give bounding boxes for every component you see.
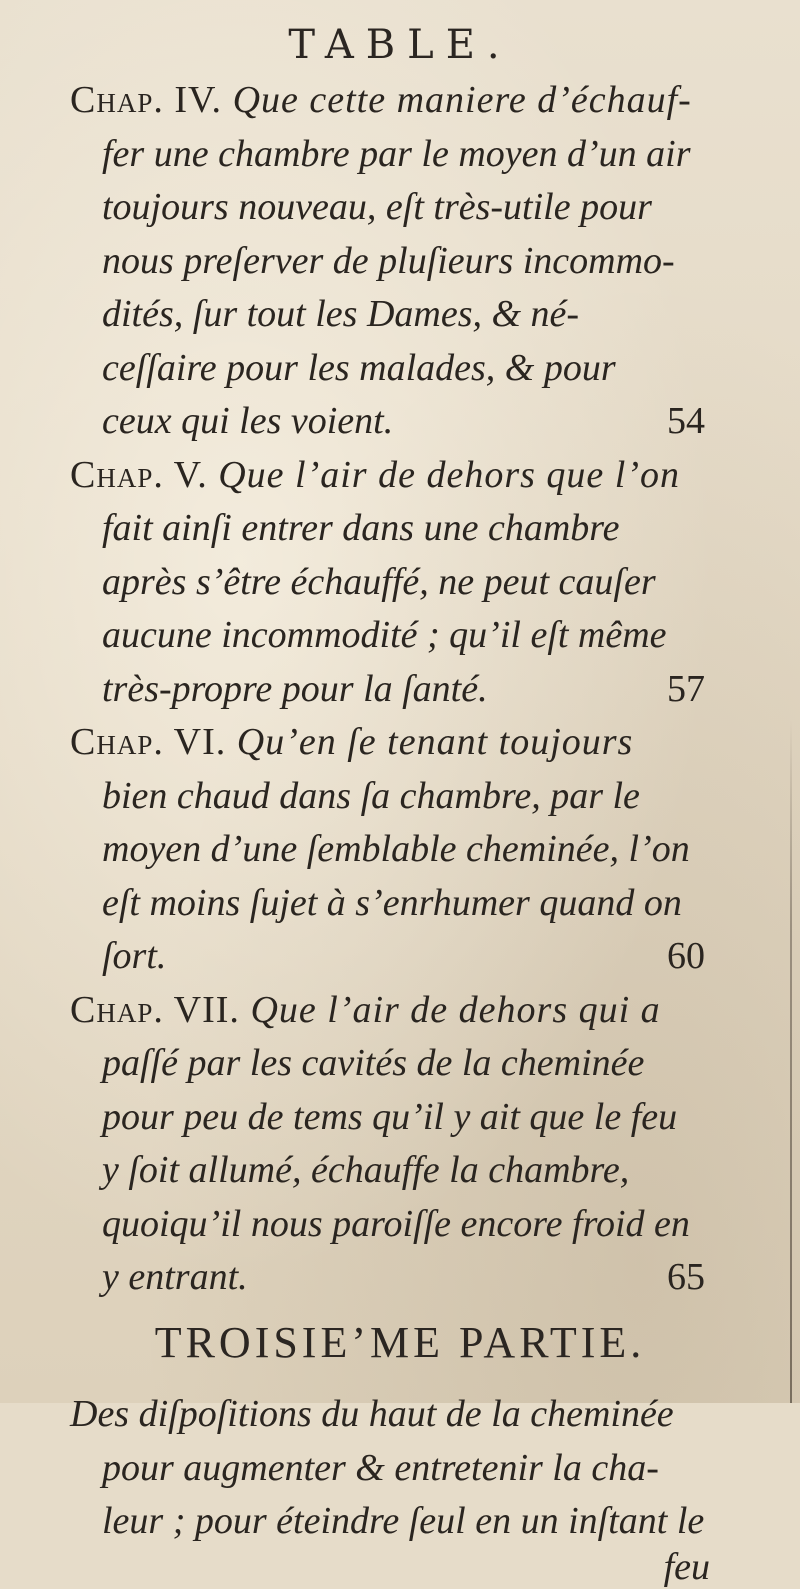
entry-line: pour peu de tems qu’il y ait que le feu	[102, 1095, 678, 1138]
entry-line: quoiqu’il nous paroiſſe encore froid en	[102, 1202, 690, 1245]
entry-line: fer une chambre par le moyen d’un air	[102, 132, 691, 175]
entry-line: Que l’air de dehors que l’on	[218, 453, 680, 496]
part-line: leur ; pour éteindre ſeul en un inſtant le	[102, 1500, 705, 1542]
entry-line: y ſoit allumé, échauffe la chambre,	[102, 1149, 630, 1191]
catchword: feu	[663, 1545, 710, 1588]
part-line: Des diſpoſitions du haut de la cheminée	[70, 1393, 674, 1435]
entry-line: ceux qui les voient.	[102, 400, 394, 442]
part-line: pour augmenter & entretenir la cha-	[102, 1446, 659, 1489]
entry-line: ſort.	[102, 935, 167, 977]
entry-line: très-propre pour la ſanté.	[102, 667, 488, 710]
chapter-label: Chap. VI.	[70, 721, 237, 763]
chapter-label: Chap. V.	[70, 453, 219, 496]
page-number: 65	[667, 1256, 705, 1298]
page-number: 54	[667, 400, 705, 442]
entry-line: aucune incommodité ; qu’il eſt même	[102, 614, 667, 656]
entry-line: moyen d’une ſemblable cheminée, l’on	[102, 828, 690, 870]
entry-line: Que cette maniere d’échauf-	[232, 79, 692, 121]
page-number: 60	[667, 935, 705, 977]
chapter-label: Chap. IV.	[70, 79, 233, 121]
page-number: 57	[667, 667, 705, 710]
entry-line: fait ainſi entrer dans une chambre	[102, 507, 620, 549]
entry-line: y entrant.	[102, 1256, 248, 1298]
entry-line: nous preſerver de pluſieurs incommo-	[102, 239, 675, 282]
entry-line: après s’être échauffé, ne peut cauſer	[102, 560, 656, 603]
entry-line: toujours nouveau, eſt très-utile pour	[102, 186, 652, 228]
chapter-label: Chap. VII.	[70, 988, 251, 1031]
entry-line: Qu’en ſe tenant toujours	[236, 721, 634, 763]
entry-line: eſt moins ſujet à s’enrhumer quand on	[102, 881, 682, 924]
entry-line: dités, ſur tout les Dames, & né-	[102, 293, 580, 335]
running-head: TABLE.	[288, 22, 512, 68]
part-title: TROISIE’ME PARTIE.	[154, 1317, 646, 1367]
entry-line: Que l’air de dehors qui a	[250, 988, 661, 1031]
entry-line: ceſſaire pour les malades, & pour	[102, 346, 616, 389]
page-edge-shadow	[790, 720, 792, 1403]
entry-line: paſſé par les cavités de la cheminée	[102, 1042, 645, 1084]
entry-line: bien chaud dans ſa chambre, par le	[102, 774, 640, 817]
